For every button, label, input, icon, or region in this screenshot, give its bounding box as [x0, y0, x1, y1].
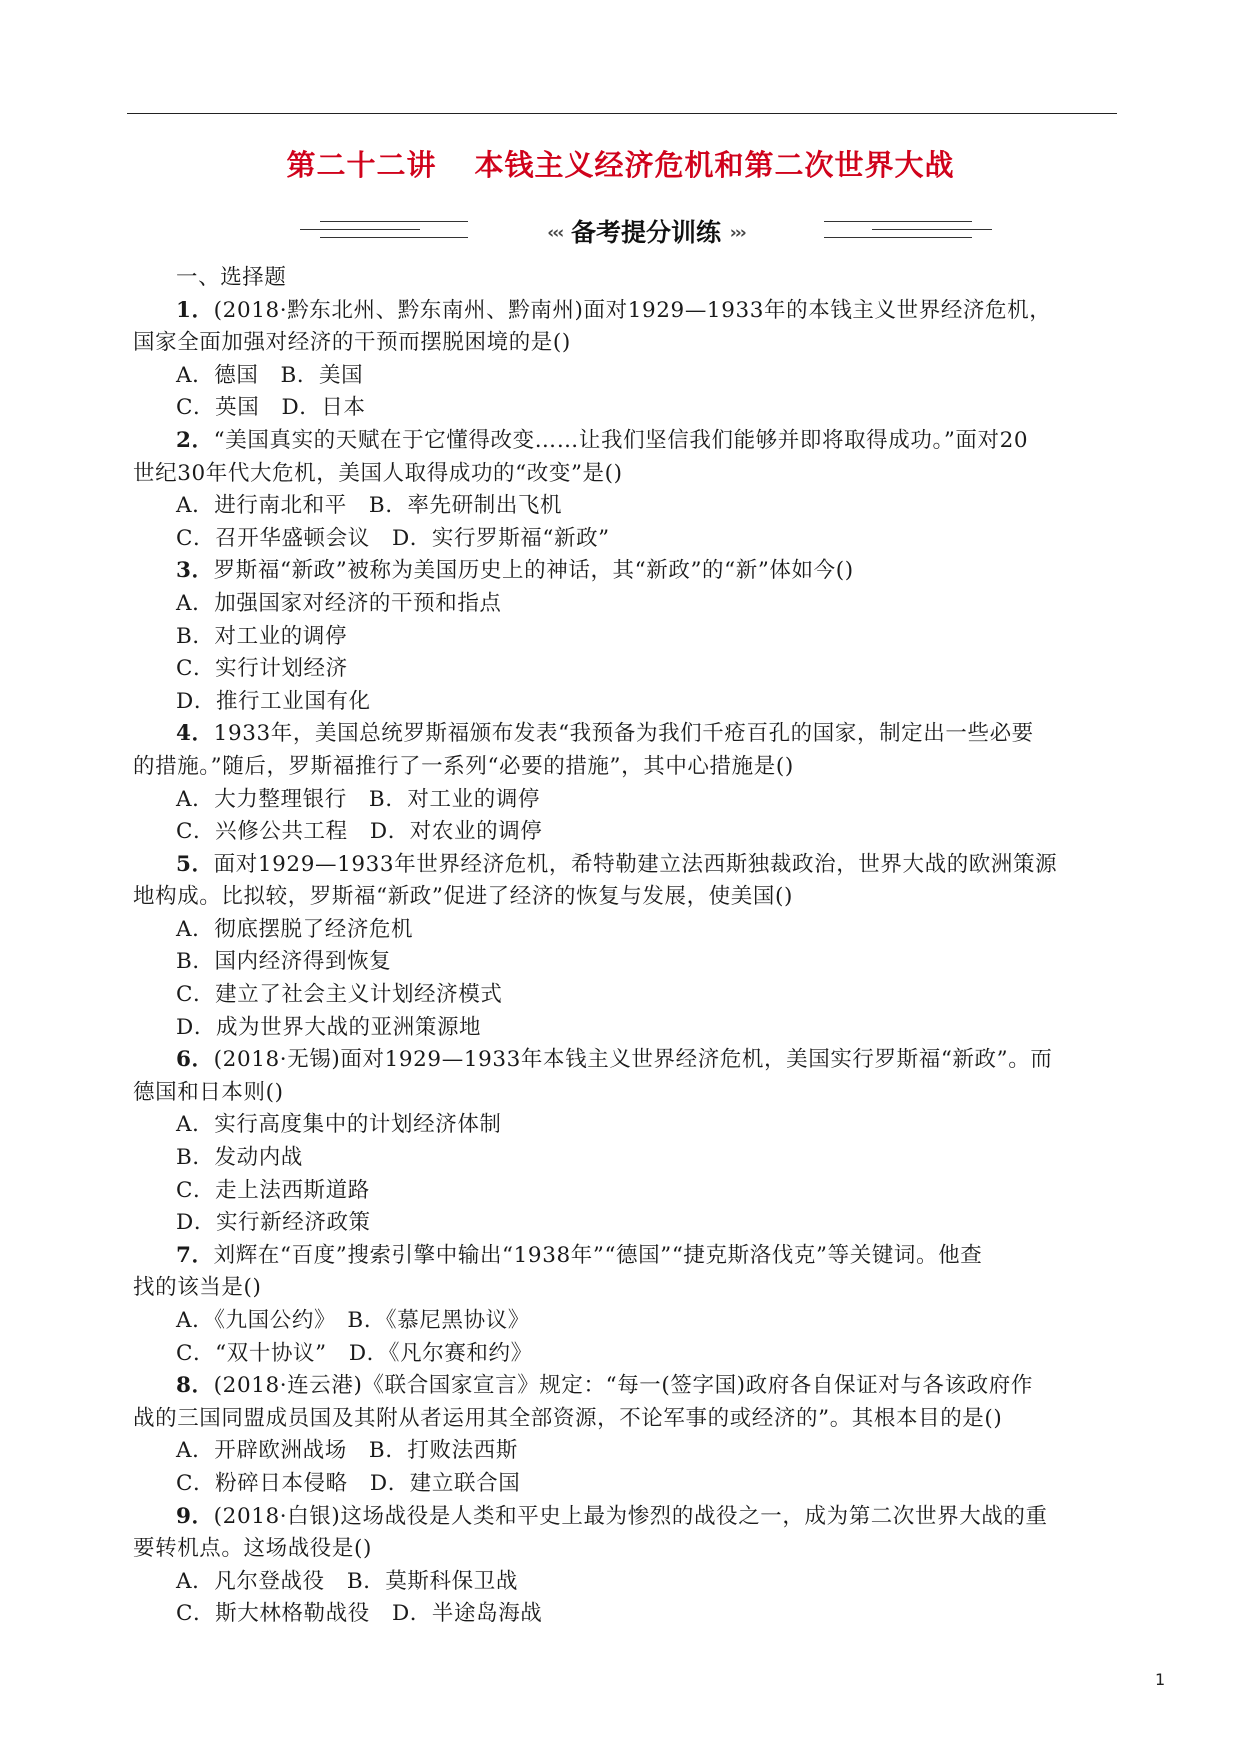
- question-text: 刘辉在“百度”搜索引擎中输出“1938年”“德国”“捷克斯洛伐克”等关键词。他查: [213, 1242, 983, 1268]
- question-stem: [133, 295, 1123, 328]
- question-number: 5．: [176, 851, 214, 877]
- answer-options: A．进行南北和平 B．率先研制出飞机: [176, 493, 563, 519]
- question-text: 德国和日本则(): [133, 1079, 284, 1105]
- question-number: 3．: [176, 558, 214, 584]
- question-text: 国家全面加强对经济的干预而摆脱困境的是(): [133, 330, 571, 356]
- question-stem-continued: [133, 1077, 1123, 1110]
- question-text: (2018·连云港)《联合国家宣言》规定：“每一(签字国)政府各自保证对与各该政府作: [213, 1373, 1033, 1399]
- answer-options: D．实行新经济政策: [176, 1210, 371, 1236]
- question-text: 1933年，美国总统罗斯福颁布发表“我预备为我们千疮百孔的国家，制定出一些必要: [213, 721, 1034, 747]
- answer-options: D．推行工业国有化: [176, 688, 371, 714]
- lecture-title: 本钱主义经济危机和第二次世界大战: [474, 148, 955, 182]
- answer-options: C．兴修公共工程 D．对农业的调停: [176, 819, 543, 845]
- banner-label: [300, 213, 992, 249]
- question-stem-continued: [133, 327, 1123, 360]
- page-title: [0, 143, 1241, 184]
- question-stem-continued: [133, 1533, 1123, 1566]
- answer-options: C．“双十协议” D．《凡尔赛和约》: [176, 1340, 533, 1366]
- answer-options: A．加强国家对经济的干预和指点: [176, 590, 502, 616]
- question-stem: [133, 1501, 1123, 1534]
- question-text: 世纪30年代大危机，美国人取得成功的“改变”是(): [133, 460, 623, 486]
- question-number: 7．: [176, 1242, 214, 1268]
- answer-options: B．发动内战: [176, 1145, 303, 1171]
- question-text: (2018·无锡)面对1929—1933年本钱主义世界经济危机，美国实行罗斯福“新政”。而: [213, 1047, 1053, 1073]
- question-text: 罗斯福“新政”被称为美国历史上的神话，其“新政”的“新”体如今(): [213, 558, 854, 584]
- question-text: (2018·白银)这场战役是人类和平史上最为惨烈的战役之一，成为第二次世界大战的重: [213, 1503, 1048, 1529]
- question-text: 找的该当是(): [133, 1275, 262, 1301]
- answer-options: A．《九国公约》 B．《慕尼黑协议》: [176, 1308, 530, 1333]
- question-text: 战的三国同盟成员国及其附从者运用其全部资源，不论军事的或经济的”。其根本目的是(): [133, 1405, 1003, 1431]
- question-number: 1．: [176, 297, 214, 323]
- answer-options: C．实行计划经济: [176, 656, 348, 682]
- answer-options: B．国内经济得到恢复: [176, 949, 392, 975]
- answer-options: C．粉碎日本侵略 D．建立联合国: [176, 1470, 521, 1496]
- question-text: 地构成。比拟较，罗斯福“新政”促进了经济的恢复与发展，使美国(): [133, 884, 793, 910]
- answer-options: C．走上法西斯道路: [176, 1177, 370, 1203]
- chevrons-right-icon: ›››: [729, 223, 745, 243]
- page-number: 1: [1155, 1670, 1166, 1689]
- question-number: 9．: [176, 1503, 214, 1529]
- answer-options: A．实行高度集中的计划经济体制: [176, 1112, 502, 1138]
- question-number: 8．: [176, 1373, 214, 1399]
- answer-options: A．大力整理银行 B．对工业的调停: [176, 786, 541, 812]
- answer-options: A．开辟欧洲战场 B．打败法西斯: [176, 1438, 518, 1464]
- question-text: 的措施。”随后，罗斯福推行了一系列“必要的措施”，其中心措施是(): [133, 753, 794, 779]
- question-stem: [133, 425, 1123, 458]
- answer-options: A．凡尔登战役 B．莫斯科保卫战: [176, 1568, 518, 1594]
- banner-text: 备考提分训练: [570, 218, 721, 247]
- lecture-number: 第二十二讲: [286, 148, 437, 182]
- answer-options: B．对工业的调停: [176, 623, 348, 649]
- answer-options: C．斯大林格勒战役 D．半途岛海战: [176, 1601, 543, 1627]
- question-stem-continued: [133, 1403, 1123, 1436]
- question-text: (2018·黔东北州、黔东南州、黔南州)面对1929—1933年的本钱主义世界经济危机，: [213, 297, 1052, 323]
- question-stem: [133, 1044, 1123, 1077]
- question-stem: [133, 849, 1123, 882]
- question-stem-continued: [133, 751, 1123, 784]
- answer-options: C．召开华盛顿会议 D．实行罗斯福“新政”: [176, 525, 610, 551]
- section-title: 一、选择题: [176, 265, 287, 290]
- question-stem: [133, 718, 1123, 751]
- question-number: 6．: [176, 1047, 214, 1073]
- question-stem: [133, 1240, 1123, 1273]
- question-stem: [133, 555, 1123, 588]
- question-stem-continued: [133, 881, 1123, 914]
- answer-options: A．彻底摆脱了经济危机: [176, 916, 414, 942]
- question-text: “美国真实的天赋在于它懂得改变……让我们坚信我们能够并即将取得成功。”面对20: [213, 427, 1029, 453]
- question-stem-continued: [133, 458, 1123, 491]
- header-rule: [127, 113, 1117, 114]
- answer-options: C．英国 D．日本: [176, 395, 366, 421]
- question-stem-continued: [133, 1272, 1123, 1305]
- chevrons-left-icon: ‹‹‹: [547, 223, 563, 243]
- answer-options: D．成为世界大战的亚洲策源地: [176, 1014, 482, 1040]
- question-stem: [133, 1370, 1123, 1403]
- question-text: 面对1929—1933年世界经济危机，希特勒建立法西斯独裁政治，世界大战的欧洲策源: [213, 851, 1058, 877]
- answer-options: C．建立了社会主义计划经济模式: [176, 982, 503, 1008]
- question-number: 2．: [176, 427, 214, 453]
- answer-options: A．德国 B．美国: [176, 362, 364, 388]
- question-number: 4．: [176, 721, 214, 747]
- section-banner: [300, 210, 992, 248]
- question-list: [133, 262, 1123, 1631]
- question-text: 要转机点。这场战役是(): [133, 1536, 372, 1562]
